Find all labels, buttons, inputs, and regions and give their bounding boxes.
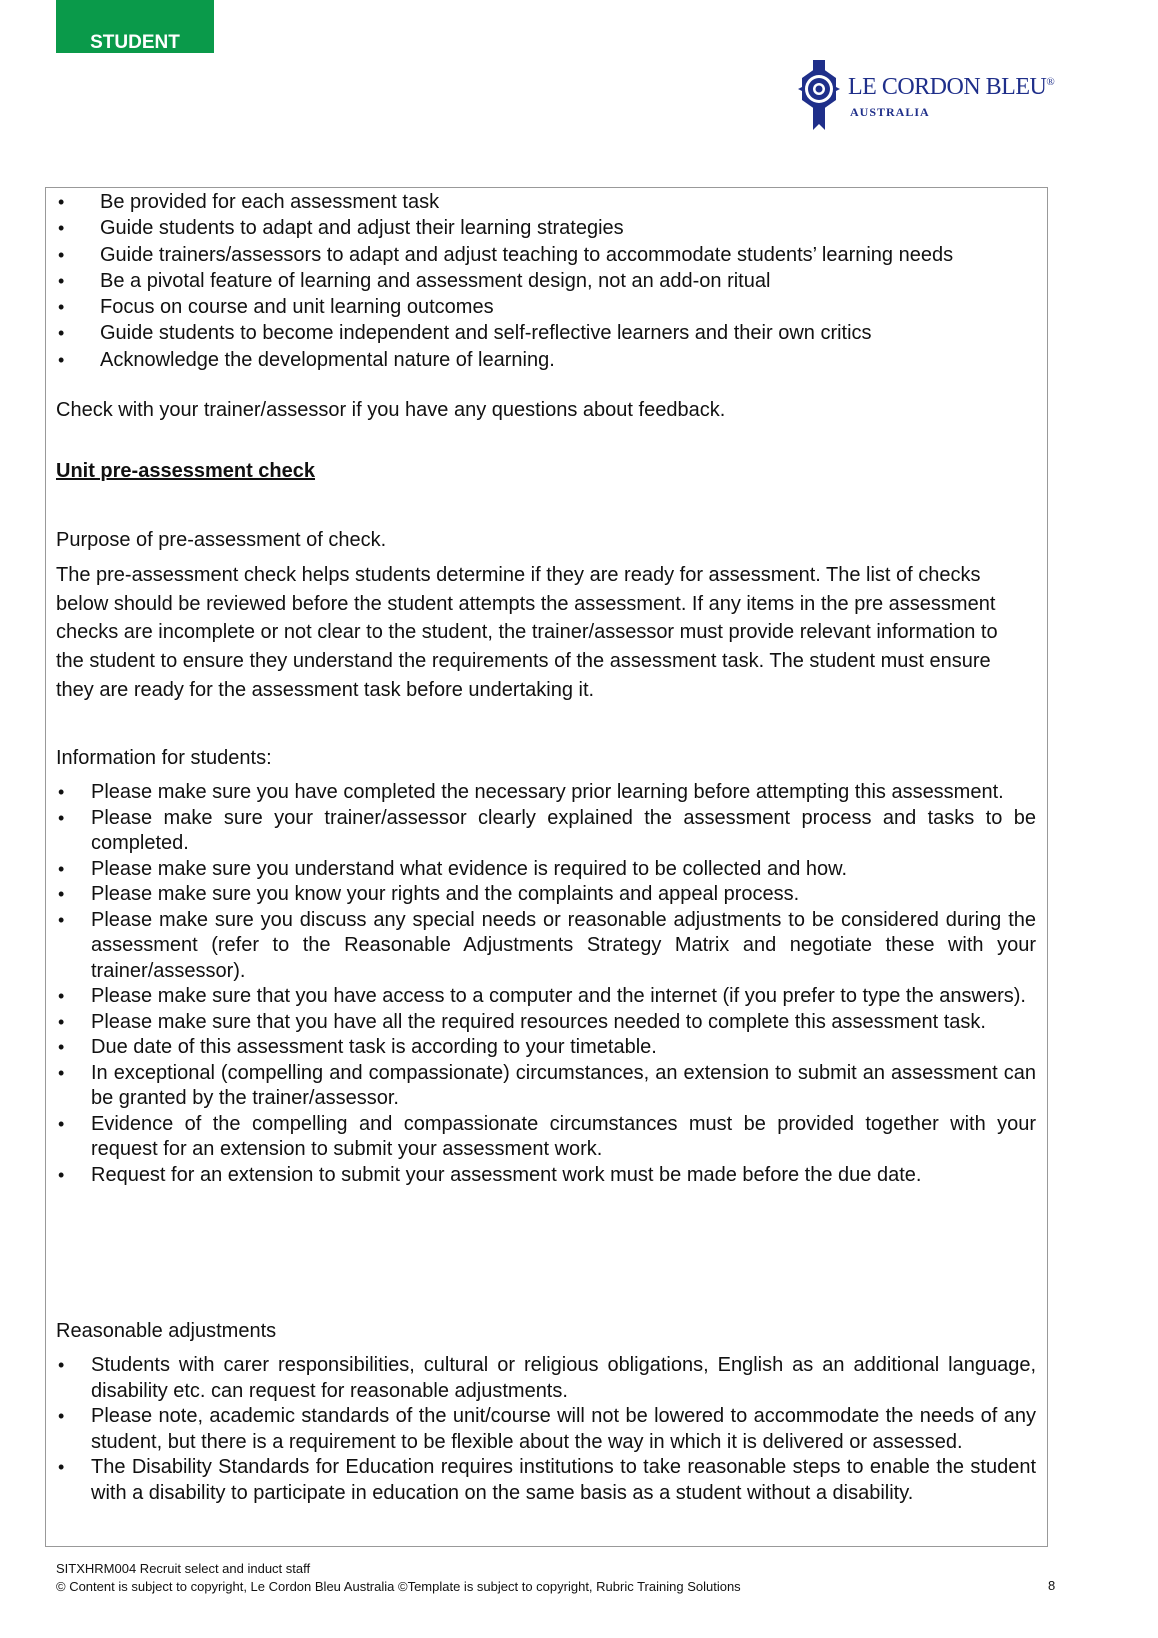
info-title: Information for students: [56, 747, 272, 769]
list-item-text: Be provided for each assessment task [100, 191, 440, 213]
list-item-text: Please make sure your trainer/assessor clearly explained the assessment process and tasks to be completed. [91, 806, 1036, 854]
list-item [46, 1163, 1036, 1189]
bullet-icon: • [58, 192, 65, 212]
purpose-title: Purpose of pre-assessment of check. [56, 529, 387, 551]
bullet-icon: • [58, 297, 65, 318]
list-item [46, 908, 1036, 985]
bullet-icon: • [58, 1113, 65, 1134]
list-item-text: Due date of this assessment task is according to your timetable. [91, 1036, 657, 1058]
bullet-icon: • [58, 782, 65, 802]
list-item-text: Acknowledge the developmental nature of learning. [100, 348, 555, 371]
list-item [46, 268, 1049, 294]
adjustments-title: Reasonable adjustments [56, 1320, 277, 1342]
student-tab-label: STUDENT [90, 32, 180, 53]
bullet-icon: • [58, 218, 65, 239]
bullet-icon: • [58, 986, 65, 1006]
bullet-icon: • [58, 1164, 65, 1185]
crest-icon [796, 60, 842, 132]
purpose-body: The pre-assessment check helps students determine if they are ready for assessment. The list of checks below should be reviewed before the student attempts the assessment. If any items in the pre assessment checks are incomplete or not clear to the student, the trainer/assessor must provide relevant information to the student to ensure they understand the requirements of the assessment task. The student must ensure they are ready for the assessment task before undertaking it. [56, 564, 998, 701]
adjustments-list [46, 1353, 1036, 1506]
list-item-text: Please make sure you know your rights and the complaints and appeal process. [91, 883, 800, 905]
list-item-text: Request for an extension to submit your assessment work must be made before the due date. [91, 1163, 922, 1186]
list-item [46, 189, 1049, 215]
bullet-icon: • [58, 1457, 65, 1477]
bullet-icon: • [58, 323, 65, 344]
list-item-text: Students with carer responsibilities, cultural or religious obligations, English as an additional language, disability etc. can request for reasonable adjustments. [91, 1354, 1036, 1402]
list-item [46, 1404, 1036, 1455]
list-item-text: Please make sure that you have access to a computer and the internet (if you prefer to type the answers). [91, 985, 1026, 1007]
section-heading: Unit pre-assessment check [56, 460, 316, 482]
list-item-text: Be a pivotal feature of learning and assessment design, not an add-on ritual [100, 269, 771, 292]
list-item-text: Please make sure you understand what evidence is required to be collected and how. [91, 857, 848, 880]
feedback-list [46, 189, 1049, 373]
list-item [46, 320, 1049, 346]
info-list [46, 780, 1036, 1188]
list-item-text: Guide students to adapt and adjust their learning strategies [100, 217, 624, 240]
list-item-text: Evidence of the compelling and compassionate circumstances must be provided together with your request for an extension to submit your assessment work. [91, 1112, 1036, 1160]
list-item [46, 984, 1036, 1010]
footer-unit: SITXHRM004 Recruit select and induct staff [56, 1561, 311, 1576]
bullet-icon: • [58, 909, 65, 930]
bullet-icon: • [58, 1355, 65, 1375]
feedback-questions-note: Check with your trainer/assessor if you have any questions about feedback. [56, 399, 726, 421]
list-item-text: Please make sure that you have all the required resources needed to complete this assessment task. [91, 1010, 986, 1033]
list-item [46, 1061, 1036, 1112]
list-item [46, 1010, 1036, 1036]
list-item [46, 215, 1049, 241]
list-item-text: Guide trainers/assessors to adapt and adjust teaching to accommodate students’ learning needs [100, 243, 954, 266]
content-box [45, 187, 1048, 1547]
bullet-icon: • [58, 1406, 65, 1426]
bullet-icon: • [58, 807, 65, 828]
list-item-text: The Disability Standards for Education requires institutions to take reasonable steps to enable the student with a disability to participate in education on the same basis as a student without a disability. [91, 1456, 1036, 1504]
list-item [46, 780, 1036, 806]
list-item [46, 347, 1049, 373]
bullet-icon: • [58, 858, 65, 879]
student-tab [56, 0, 214, 53]
list-item [46, 1112, 1036, 1163]
bullet-icon: • [58, 884, 65, 904]
bullet-icon: • [58, 270, 65, 291]
bullet-icon: • [58, 244, 65, 265]
bullet-icon: • [58, 1011, 65, 1032]
logo-wordmark [848, 74, 1054, 101]
bullet-icon: • [58, 349, 65, 370]
bullet-icon: • [58, 1062, 65, 1083]
list-item [46, 1455, 1036, 1506]
logo-subtitle: AUSTRALIA [850, 105, 930, 119]
list-item [46, 1035, 1036, 1061]
logo-trademark: ® [1046, 76, 1055, 88]
le-cordon-bleu-logo [796, 60, 1056, 132]
list-item [46, 294, 1049, 320]
list-item-text: Please note, academic standards of the unit/course will not be lowered to accommodate the needs of any student, but there is a requirement to be flexible about the way in which it is delivered or assessed. [91, 1405, 1036, 1453]
list-item [46, 857, 1036, 883]
list-item-text: Please make sure you discuss any special needs or reasonable adjustments to be considered during the assessment (refer to the Reasonable Adjustments Strategy Matrix and negotiate these with your trainer/assessor). [91, 908, 1036, 982]
list-item [46, 1353, 1036, 1404]
list-item-text: Focus on course and unit learning outcomes [100, 296, 494, 319]
footer-copyright: © Content is subject to copyright, Le Cordon Bleu Australia ©Template is subject to copyright, Rubric Training Solutions [56, 1579, 741, 1594]
bullet-icon: • [58, 1037, 65, 1057]
list-item [46, 242, 1049, 268]
list-item [46, 882, 1036, 908]
list-item-text: Guide students to become independent and self-reflective learners and their own critics [100, 322, 872, 345]
page-number: 8 [1048, 1578, 1056, 1593]
list-item-text: Please make sure you have completed the necessary prior learning before attempting this assessment. [91, 781, 1004, 803]
list-item [46, 806, 1036, 857]
logo-wordmark-text: LE CORDON BLEU [848, 74, 1047, 100]
list-item-text: In exceptional (compelling and compassionate) circumstances, an extension to submit an assessment can be granted by the trainer/assessor. [91, 1061, 1036, 1109]
